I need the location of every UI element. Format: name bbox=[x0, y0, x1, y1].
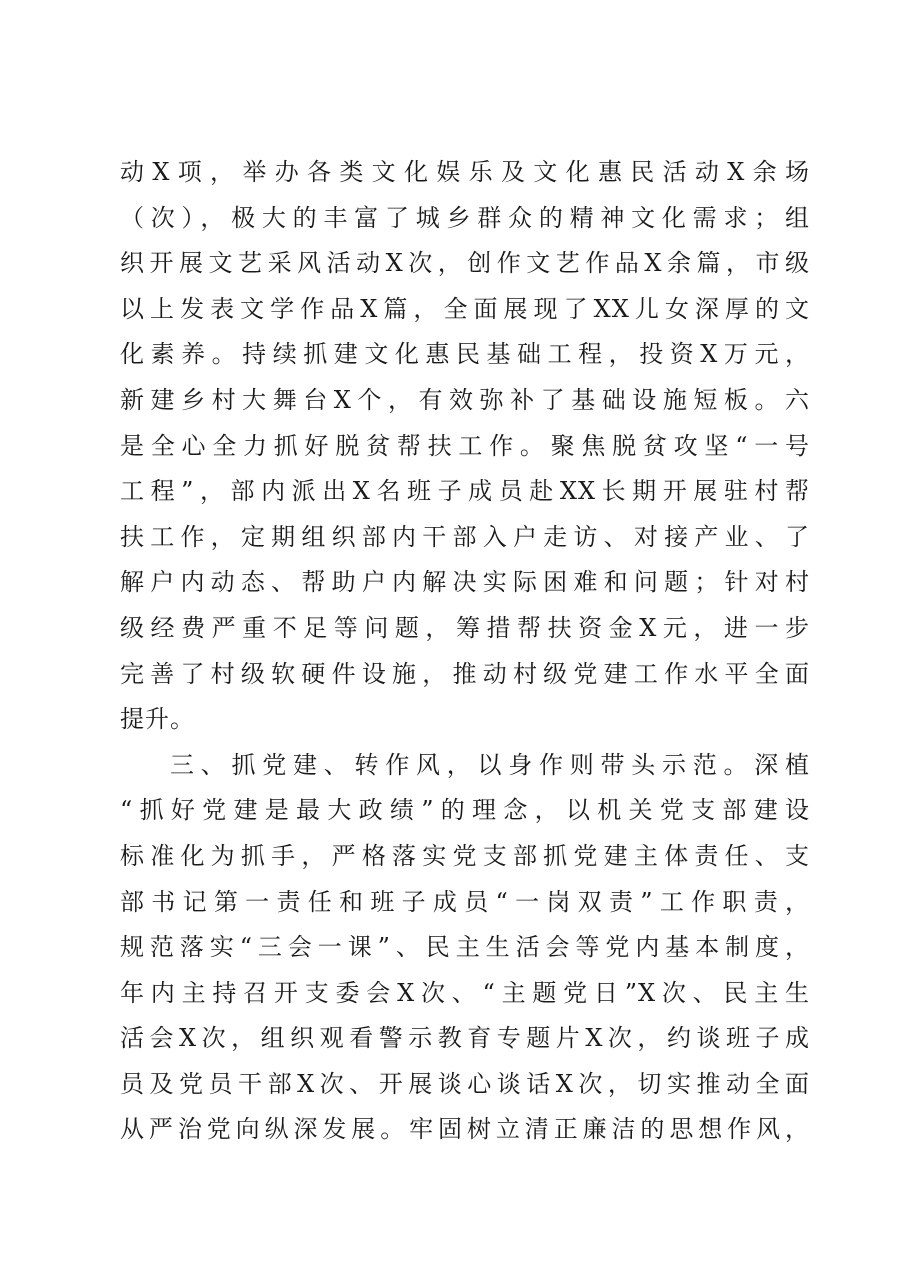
text-line: 解户内动态、帮助户内解决实际困难和问题；针对村 bbox=[120, 568, 810, 597]
text-line: 以上发表文学作品X篇，全面展现了XX儿女深厚的文 bbox=[120, 294, 810, 323]
document-body bbox=[120, 150, 810, 1153]
text-line: 部书记第一责任和班子成员“一岗双责”工作职责， bbox=[120, 887, 810, 916]
text-line: 年内主持召开支委会X次、“主题党日”X次、民主生 bbox=[120, 978, 810, 1007]
text-line: （次），极大的丰富了城乡群众的精神文化需求；组 bbox=[120, 203, 810, 232]
text-line: 活会X次，组织观看警示教育专题片X次，约谈班子成 bbox=[120, 1024, 810, 1053]
text-line: 新建乡村大舞台X个，有效弥补了基础设施短板。六 bbox=[120, 385, 810, 414]
text-line: 从严治党向纵深发展。牢固树立清正廉洁的思想作风， bbox=[120, 1115, 810, 1144]
text-line: 化素养。持续抓建文化惠民基础工程，投资X万元， bbox=[120, 340, 810, 369]
text-line: 织开展文艺采风活动X次，创作文艺作品X余篇，市级 bbox=[120, 249, 810, 278]
text-line: 扶工作，定期组织部内干部入户走访、对接产业、了 bbox=[120, 522, 810, 551]
text-line: 完善了村级软硬件设施，推动村级党建工作水平全面 bbox=[120, 659, 810, 688]
text-line: 动X项，举办各类文化娱乐及文化惠民活动X余场 bbox=[120, 158, 810, 186]
text-line: 提升。 bbox=[120, 705, 195, 734]
text-line: 级经费严重不足等问题，筹措帮扶资金X元，进一步 bbox=[120, 613, 810, 642]
text-line: 是全心全力抓好脱贫帮扶工作。聚焦脱贫攻坚“一号 bbox=[120, 431, 810, 460]
text-line: 员及党员干部X次、开展谈心谈话X次，切实推动全面 bbox=[120, 1069, 810, 1098]
text-line: 规范落实“三会一课”、民主生活会等党内基本制度， bbox=[120, 933, 810, 962]
text-line: 标准化为抓手，严格落实党支部抓党建主体责任、支 bbox=[120, 841, 810, 870]
text-line: 工程”，部内派出X名班子成员赴XX长期开展驻村帮 bbox=[120, 477, 810, 506]
text-line: “抓好党建是最大政绩”的理念，以机关党支部建设 bbox=[120, 796, 810, 825]
section-heading-line: 三、抓党建、转作风，以身作则带头示范。深植 bbox=[170, 750, 810, 779]
paragraph-party-building bbox=[120, 743, 810, 1153]
paragraph-culture-and-poverty bbox=[120, 150, 810, 743]
